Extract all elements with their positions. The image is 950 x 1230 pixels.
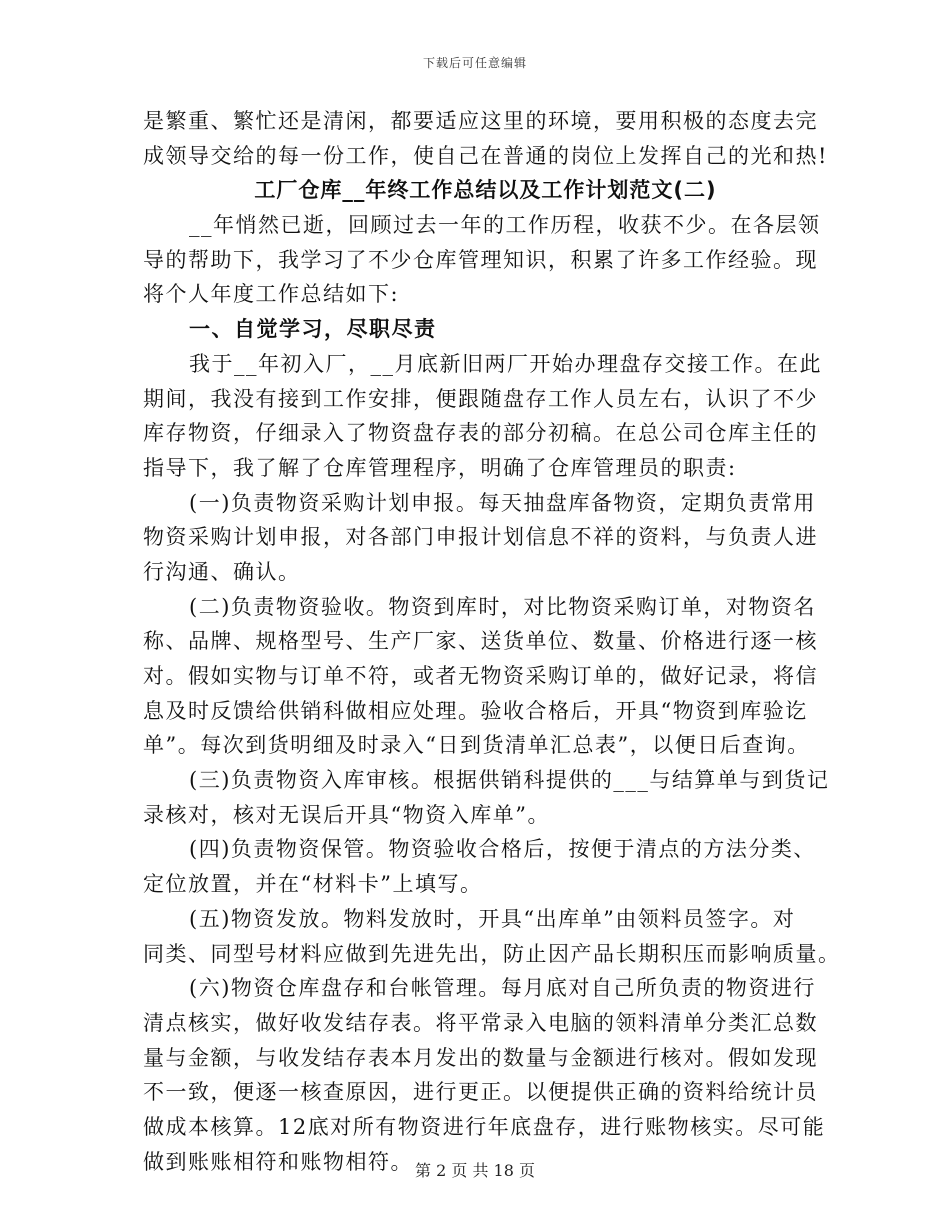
text-line: 录核对，核对无误后开具“物资入库单”。	[143, 802, 550, 827]
text-line: 称、品牌、规格型号、生产厂家、送货单位、数量、价格进行逐一核	[143, 629, 818, 654]
text-line: 导的帮助下，我学习了不少仓库管理知识，积累了许多工作经验。现	[143, 247, 818, 272]
text-line: 是繁重、繁忙还是清闲，都要适应这里的环境，要用积极的态度去完	[143, 109, 818, 133]
section-title: 工厂仓库__年终工作总结以及工作计划范文(二)	[254, 178, 717, 203]
text-line: 做到账账相符和账物相符。	[143, 1149, 413, 1174]
text-line: 量与金额，与收发结存表本月发出的数量与金额进行核对。假如发现	[143, 1045, 818, 1070]
text-line: 做成本核算。12底对所有物资进行年底盘存，进行账物核实。尽可能	[143, 1114, 826, 1139]
text-line: (四)负责物资保管。物资验收合格后，按便于清点的方法分类、	[189, 837, 816, 862]
page-number: 第 2 页 共 18 页	[415, 1161, 535, 1180]
text-line: 息及时反馈给供销科做相应处理。验收合格后，开具“物资到库验讫	[143, 698, 808, 723]
text-line: __年悄然已逝，回顾过去一年的工作历程，收获不少。在各层领	[189, 213, 821, 238]
text-line: 定位放置，并在“材料卡”上填写。	[143, 872, 483, 897]
text-line: 指导下，我了解了仓库管理程序，明确了仓库管理员的职责:	[143, 455, 737, 480]
text-line: 不一致，便逐一核查原因，进行更正。以便提供正确的资料给统计员	[143, 1080, 818, 1105]
subsection-heading: 一、自觉学习，尽职尽责	[189, 317, 437, 342]
text-line: 物资采购计划申报，对各部门申报计划信息不祥的资料，与负责人进	[143, 525, 818, 550]
text-line: 单”。每次到货明细及时录入“日到货清单汇总表”，以便日后查询。	[143, 733, 810, 758]
text-line: 成领导交给的每一份工作，使自己在普通的岗位上发挥自己的光和热!	[143, 143, 828, 168]
text-line: 对。假如实物与订单不符，或者无物资采购订单的，做好记录，将信	[143, 664, 818, 688]
text-line: 我于__年初入厂，__月底新旧两厂开始办理盘存交接工作。在此	[189, 351, 822, 376]
text-line: (五)物资发放。物料发放时，开具“出库单”由领料员签字。对	[189, 906, 796, 931]
text-line: 清点核实，做好收发结存表。将平常录入电脑的领料清单分类汇总数	[143, 1010, 818, 1035]
text-line: (一)负责物资采购计划申报。每天抽盘库备物资，定期负责常用	[189, 490, 816, 515]
text-line: 库存物资，仔细录入了物资盘存表的部分初稿。在总公司仓库主任的	[143, 421, 818, 446]
text-line: (二)负责物资验收。物资到库时，对比物资采购订单，对物资名	[189, 594, 816, 619]
text-line: 行沟通、确认。	[143, 559, 301, 584]
text-line: 同类、同型号材料应做到先进先出，防止因产品长期积压而影响质量。	[143, 941, 841, 966]
text-line: (六)物资仓库盘存和台帐管理。每月底对自己所负责的物资进行	[189, 976, 816, 1001]
text-line: 期间，我没有接到工作安排，便跟随盘存工作人员左右，认识了不少	[143, 386, 818, 411]
text-line: 将个人年度工作总结如下:	[143, 282, 400, 307]
page-header-note: 下载后可任意编辑	[422, 56, 527, 70]
document-body	[143, 104, 841, 1179]
text-line: (三)负责物资入库审核。根据供销科提供的___与结算单与到货记	[189, 768, 830, 793]
